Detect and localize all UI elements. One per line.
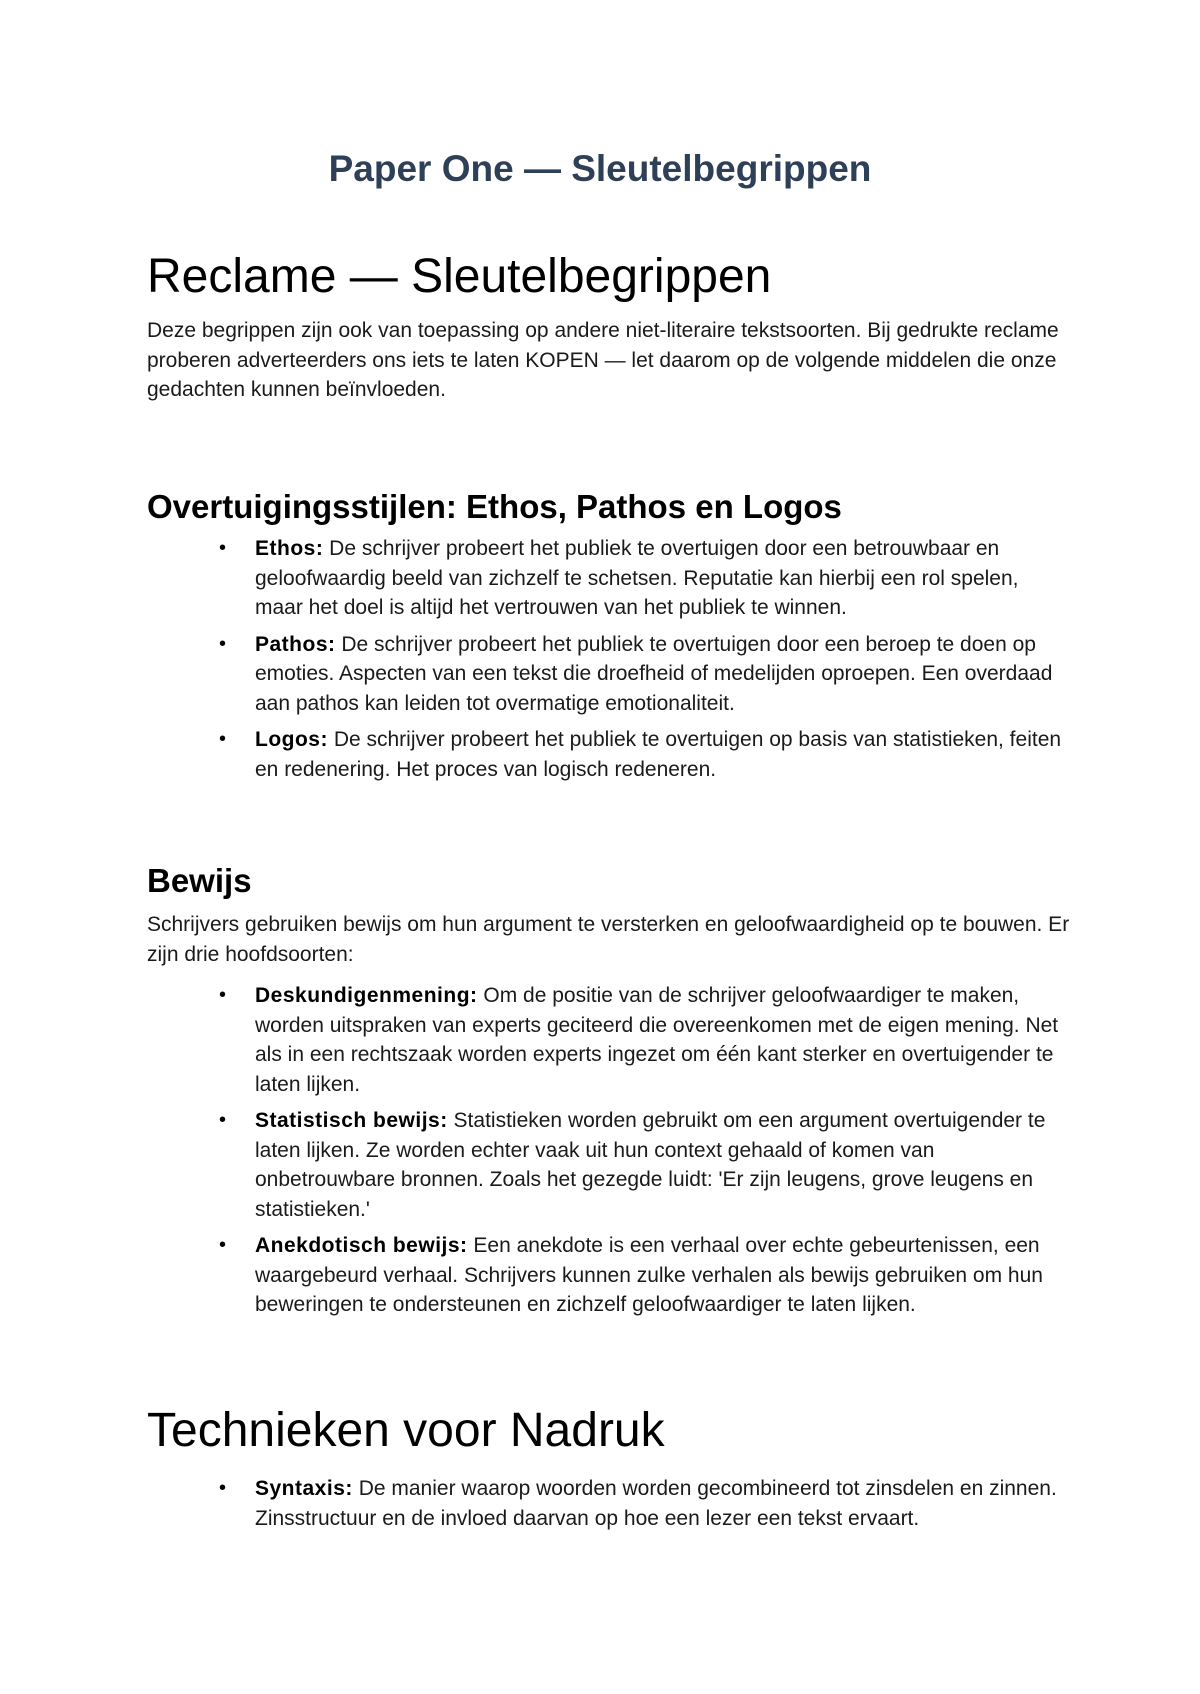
list-item-text: De schrijver probeert het publiek te overtuigen door een beroep te doen op emoties. Aspecten van een tekst die droefheid of medelijden oproepen. Een overdaad aan pathos kan leiden tot overmatige emotionaliteit.	[255, 632, 1053, 715]
list-item-text: Een anekdote is een verhaal over echte gebeurtenissen, een waargebeurd verhaal. Schrijvers kunnen zulke verhalen als bewijs gebruiken om hun beweringen te ondersteunen en zichzelf geloofwaardiger te laten lijken.	[255, 1234, 1043, 1316]
list-item	[147, 630, 1077, 719]
list-item-term: Deskundigenmening:	[255, 984, 478, 1007]
document-title: Paper One — Sleutelbegrippen	[328, 148, 872, 189]
list-item-term: Anekdotisch bewijs:	[255, 1234, 468, 1257]
bullet-icon: •	[219, 1477, 227, 1499]
section-heading-bewijs: Bewijs	[147, 862, 252, 899]
list-item-text: Om de positie van de schrijver geloofwaardiger te maken, worden uitspraken van experts geciteerd die overeenkomen met de eigen mening. Net als in een rechtszaak worden experts ingezet om één kant sterker en overtuigender te laten lijken.	[255, 984, 1059, 1096]
list-item-term: Syntaxis:	[255, 1477, 353, 1500]
section-overtuigingsstijlen	[147, 486, 1077, 791]
list-item	[147, 1106, 1077, 1224]
section-reclame	[147, 248, 1077, 405]
list-item	[147, 1231, 1077, 1320]
section-technieken	[147, 1402, 1077, 1540]
list-item-term: Logos:	[255, 728, 328, 751]
bullet-icon: •	[219, 537, 227, 559]
list-item-text: De manier waarop woorden worden gecombineerd tot zinsdelen en zinnen. Zinsstructuur en de invloed daarvan op hoe een lezer een tekst ervaart.	[255, 1477, 1057, 1530]
bullet-icon: •	[219, 984, 227, 1006]
list-item-term: Ethos:	[255, 537, 324, 560]
list-item-term: Statistisch bewijs:	[255, 1109, 448, 1132]
list-item-term: Pathos:	[255, 632, 336, 656]
section-intro-bewijs: Schrijvers gebruiken bewijs om hun argument te versterken en geloofwaardigheid op te bouwen. Er zijn drie hoofdsoorten:	[147, 913, 1070, 966]
bewijs-list	[147, 981, 1077, 1320]
bullet-icon: •	[219, 1109, 227, 1131]
list-item-text: De schrijver probeert het publiek te overtuigen door een betrouwbaar en geloofwaardig beeld van zichzelf te schetsen. Reputatie kan hierbij een rol spelen, maar het doel is altijd het vertrouwen van het publiek te winnen.	[255, 537, 1019, 619]
list-item	[147, 1474, 1077, 1533]
section-heading-technieken: Technieken voor Nadruk	[147, 1404, 665, 1457]
bullet-icon: •	[219, 1234, 227, 1256]
section-heading-overtuigingsstijlen: Overtuigingsstijlen: Ethos, Pathos en Logos	[147, 488, 842, 525]
section-heading-reclame: Reclame — Sleutelbegrippen	[147, 250, 772, 303]
bullet-icon: •	[219, 632, 227, 655]
overtuiging-list	[147, 534, 1077, 784]
technieken-list	[147, 1474, 1077, 1533]
list-item	[147, 725, 1077, 784]
list-item-text: De schrijver probeert het publiek te overtuigen op basis van statistieken, feiten en redenering. Het proces van logisch redeneren.	[255, 728, 1062, 781]
bullet-icon: •	[219, 728, 227, 750]
list-item-text: Statistieken worden gebruikt om een argument overtuigender te laten lijken. Ze worden echter vaak uit hun context gehaald of komen van onbetrouwbare bronnen. Zoals het gezegde luidt: 'Er zijn leugens, grove leugens en statistieken.'	[255, 1109, 1046, 1221]
section-intro-reclame: Deze begrippen zijn ook van toepassing op andere niet-literaire tekstsoorten. Bij gedrukte reclame proberen adverteerders ons iets te laten KOPEN — let daarom op de volgende middelen die onze gedachten kunnen beïnvloeden.	[147, 319, 1059, 401]
list-item	[147, 981, 1077, 1099]
section-bewijs	[147, 860, 1077, 1327]
list-item	[147, 534, 1077, 623]
